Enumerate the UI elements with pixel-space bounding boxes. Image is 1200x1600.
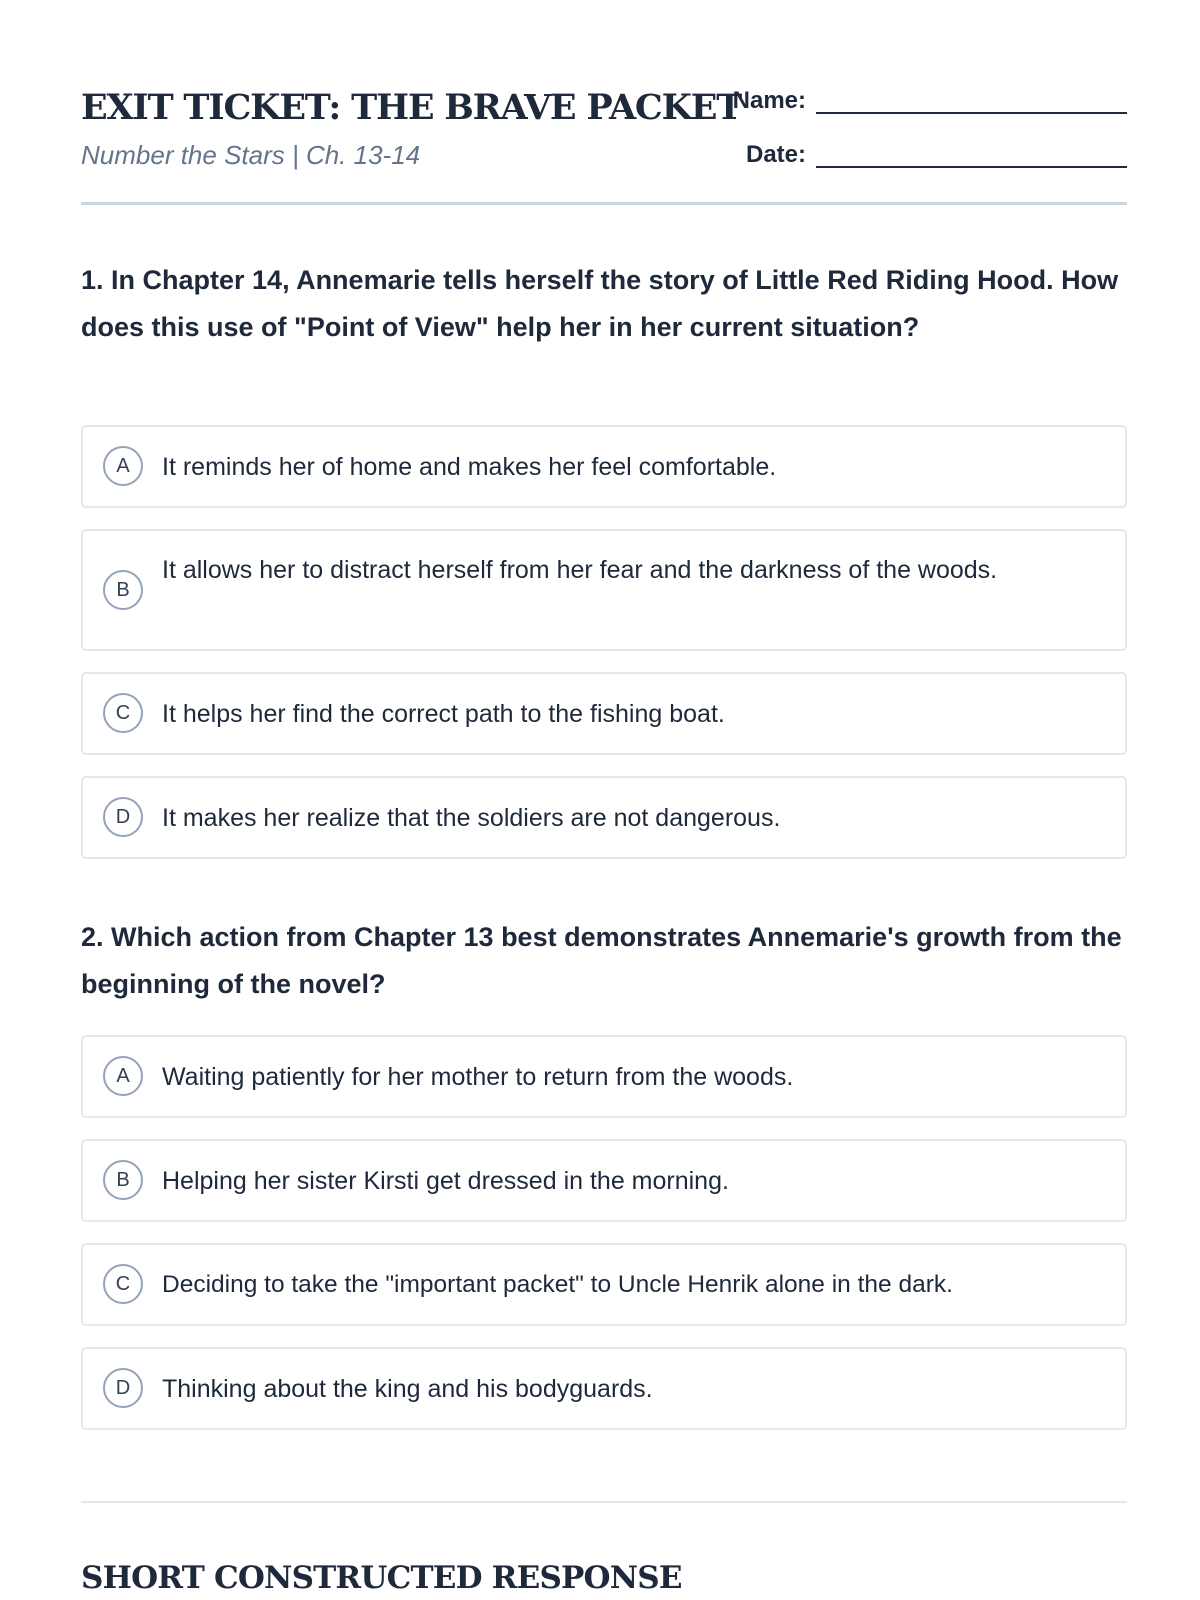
option-letter-badge: B [103, 1160, 143, 1200]
date-blank-line[interactable] [816, 138, 1127, 168]
option-text: It makes her realize that the soldiers are not dangerous. [162, 804, 781, 832]
question-1-option-b[interactable] [81, 529, 1127, 651]
option-letter-badge: D [103, 1368, 143, 1408]
question-2-prompt: 2. Which action from Chapter 13 best demonstrates Annemarie's growth from the beginning of the novel? [81, 922, 1122, 999]
question-2-option-c[interactable] [81, 1243, 1127, 1326]
option-letter-badge: A [103, 446, 143, 486]
question-1-option-a[interactable] [81, 425, 1127, 508]
option-letter-badge: D [103, 797, 143, 837]
option-letter-badge: C [103, 1264, 143, 1304]
option-text: It helps her find the correct path to the fishing boat. [162, 700, 725, 728]
question-1-option-c[interactable] [81, 672, 1127, 755]
option-text: Deciding to take the "important packet" to Uncle Henrik alone in the dark. [162, 1271, 953, 1298]
worksheet-subtitle: Number the Stars | Ch. 13-14 [81, 140, 421, 170]
question-2-option-d[interactable] [81, 1347, 1127, 1430]
date-label: Date: [745, 141, 806, 168]
date-field [727, 138, 1127, 168]
question-1-option-d[interactable] [81, 776, 1127, 859]
name-label: Name: [732, 87, 806, 114]
worksheet-title: EXIT TICKET: THE BRAVE PACKET [81, 87, 742, 128]
question-1-prompt: 1. In Chapter 14, Annemarie tells herself the story of Little Red Riding Hood. How does this use of "Point of View" help her in her current situation? [81, 265, 1119, 342]
section-title: SHORT CONSTRUCTED RESPONSE [81, 1560, 682, 1596]
worksheet-page [81, 0, 1127, 1596]
option-text: Helping her sister Kirsti get dressed in the morning. [162, 1167, 729, 1195]
option-letter-badge: B [103, 570, 143, 610]
section-divider [81, 1501, 1127, 1503]
question-2-option-a[interactable] [81, 1035, 1127, 1118]
option-letter-badge: C [103, 693, 143, 733]
option-text: It reminds her of home and makes her feel comfortable. [162, 453, 777, 481]
name-field [727, 84, 1127, 114]
question-2-option-b[interactable] [81, 1139, 1127, 1222]
option-text: Thinking about the king and his bodyguards. [162, 1375, 653, 1403]
option-text: Waiting patiently for her mother to return from the woods. [162, 1063, 794, 1091]
name-blank-line[interactable] [816, 84, 1127, 114]
option-letter-badge: A [103, 1056, 143, 1096]
worksheet-header [81, 0, 1127, 205]
option-text: It allows her to distract herself from her fear and the darkness of the woods. [162, 556, 998, 584]
